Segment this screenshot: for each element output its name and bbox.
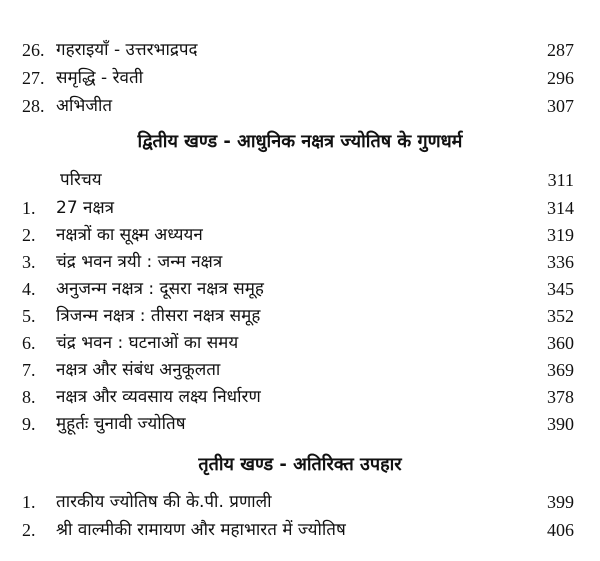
section-heading-second: द्वितीय खण्ड - आधुनिक नक्षत्र ज्योतिष के गुणधर्म: [137, 131, 463, 152]
toc-entry: [0, 488, 600, 516]
entry-title: श्री वाल्मीकी रामायण और महाभारत में ज्योतिष: [56, 520, 346, 540]
entry-title: तारकीय ज्योतिष की के.पी. प्रणाली: [56, 492, 272, 512]
entry-page-number: 287: [547, 40, 574, 60]
entry-page-number: 378: [547, 387, 574, 407]
entry-number: 27.: [22, 68, 45, 88]
toc-entry: [0, 356, 600, 384]
entry-page-number: 345: [547, 279, 574, 299]
entry-number: 3.: [22, 252, 36, 272]
entry-page-number: 360: [547, 333, 574, 353]
entry-title: नक्षत्र और संबंध अनुकूलता: [56, 360, 221, 380]
toc-entry: [0, 410, 600, 438]
toc-entry: [0, 194, 600, 222]
entry-number: 4.: [22, 279, 36, 299]
entry-number: 7.: [22, 360, 36, 380]
entry-page-number: 307: [547, 96, 574, 116]
toc-entry-28: [0, 92, 600, 120]
entry-title: चंद्र भवन त्रयी : जन्म नक्षत्र: [56, 252, 223, 272]
entry-page-number: 406: [547, 520, 574, 540]
entry-title: अभिजीत: [56, 96, 113, 116]
toc-entry: [0, 516, 600, 544]
toc-entry-27: [0, 64, 600, 92]
entry-title: चंद्र भवन : घटनाओं का समय: [56, 333, 239, 353]
entry-number: 2.: [22, 225, 36, 245]
entry-title: परिचय: [60, 170, 102, 190]
toc-entry: [0, 275, 600, 303]
toc-entry: [0, 329, 600, 357]
entry-title: त्रिजन्म नक्षत्र : तीसरा नक्षत्र समूह: [56, 306, 261, 326]
entry-number: 2.: [22, 520, 36, 540]
entry-number: 26.: [22, 40, 45, 60]
entry-number: 1.: [22, 492, 36, 512]
entry-title: 27 नक्षत्र: [56, 198, 115, 218]
entry-number: 9.: [22, 414, 36, 434]
section-heading-third: तृतीय खण्ड - अतिरिक्त उपहार: [198, 454, 402, 475]
toc-entry: [0, 383, 600, 411]
entry-number: 5.: [22, 306, 36, 326]
entry-title: नक्षत्र और व्यवसाय लक्ष्य निर्धारण: [56, 387, 261, 407]
entry-page-number: 336: [547, 252, 574, 272]
entry-page-number: 399: [547, 492, 574, 512]
entry-title: गहराइयाँ - उत्तरभाद्रपद: [56, 40, 198, 60]
toc-entry-26: [0, 36, 600, 64]
entry-title: मुहूर्तः चुनावी ज्योतिष: [56, 414, 186, 434]
entry-page-number: 296: [547, 68, 574, 88]
toc-entry: [0, 302, 600, 330]
entry-title: समृद्धि - रेवती: [56, 68, 144, 88]
toc-entry: [0, 248, 600, 276]
entry-number: 6.: [22, 333, 36, 353]
entry-page-number: 314: [547, 198, 574, 218]
toc-entry: [0, 221, 600, 249]
entry-page-number: 369: [547, 360, 574, 380]
entry-page-number: 319: [547, 225, 574, 245]
entry-page-number: 390: [547, 414, 574, 434]
entry-page-number: 311: [547, 170, 574, 190]
entry-number: 28.: [22, 96, 45, 116]
entry-number: 8.: [22, 387, 36, 407]
entry-page-number: 352: [547, 306, 574, 326]
entry-title: अनुजन्म नक्षत्र : दूसरा नक्षत्र समूह: [56, 279, 264, 299]
toc-entry-intro: [0, 166, 600, 194]
entry-title: नक्षत्रों का सूक्ष्म अध्ययन: [56, 225, 203, 245]
entry-number: 1.: [22, 198, 36, 218]
